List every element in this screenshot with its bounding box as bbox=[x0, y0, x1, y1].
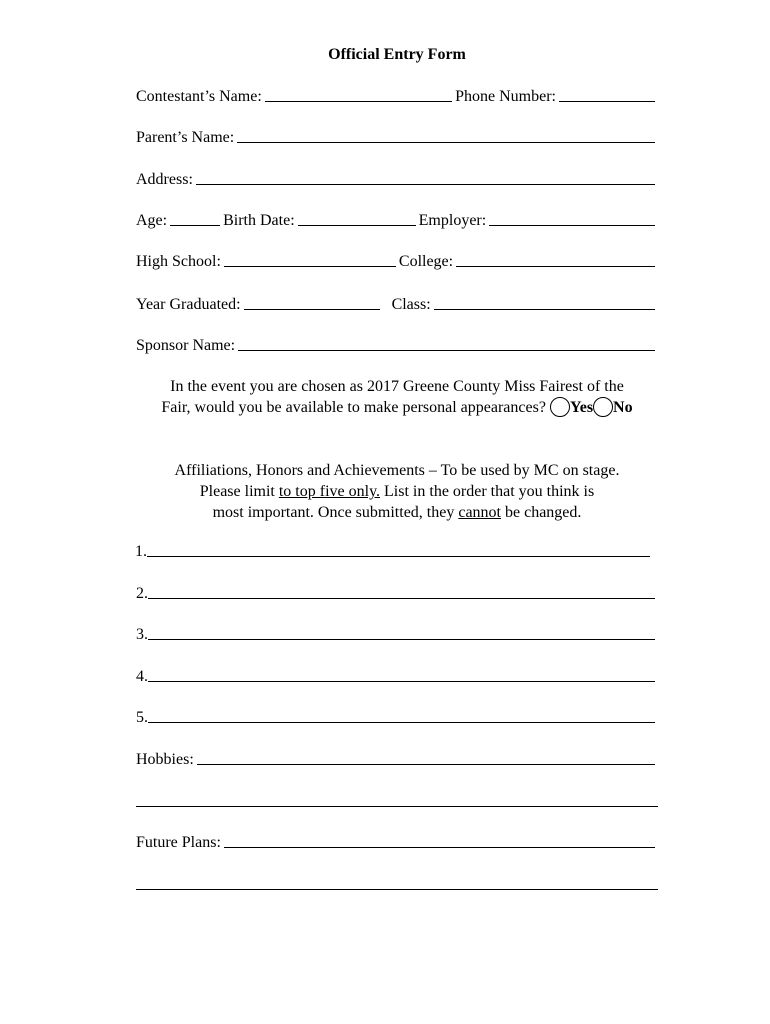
birth-date-label: Birth Date: bbox=[223, 212, 295, 229]
affiliations-line-1: Affiliations, Honors and Achievements – To be used by MC on stage. bbox=[174, 462, 620, 479]
achievement-field-5[interactable] bbox=[148, 721, 655, 723]
appearance-question bbox=[100, 376, 694, 418]
yes-option[interactable] bbox=[550, 399, 593, 416]
year-graduated-field[interactable] bbox=[244, 308, 380, 310]
hobbies-field[interactable] bbox=[197, 763, 655, 765]
question-line-2: Fair, would you be available to make personal appearances? bbox=[161, 399, 546, 416]
future-plans-field[interactable] bbox=[224, 846, 655, 848]
age-field[interactable] bbox=[170, 224, 220, 226]
contestant-phone-row bbox=[136, 86, 658, 106]
question-line-1: In the event you are chosen as 2017 Greene County Miss Fairest of the bbox=[170, 378, 624, 395]
yes-label: Yes bbox=[569, 399, 594, 416]
age-label: Age: bbox=[136, 212, 168, 229]
college-label: College: bbox=[398, 253, 454, 270]
hobbies-field-continued[interactable] bbox=[136, 805, 658, 807]
achievement-row-1 bbox=[135, 541, 653, 561]
no-option[interactable] bbox=[593, 399, 633, 416]
list-number-5: 5. bbox=[136, 709, 148, 726]
no-label: No bbox=[613, 399, 633, 416]
achievement-row-5 bbox=[136, 707, 658, 727]
parent-name-label: Parent’s Name: bbox=[136, 129, 235, 146]
affiliations-line-3-end: be changed. bbox=[501, 504, 582, 521]
address-label: Address: bbox=[136, 171, 193, 188]
year-graduated-label: Year Graduated: bbox=[136, 296, 241, 313]
employer-field[interactable] bbox=[489, 224, 655, 226]
affiliations-line-2-end: List in the order that you think is bbox=[380, 483, 595, 500]
form-title: Official Entry Form bbox=[328, 46, 466, 63]
list-number-1: 1. bbox=[135, 543, 147, 560]
phone-number-field[interactable] bbox=[559, 100, 655, 102]
high-school-label: High School: bbox=[136, 253, 221, 270]
sponsor-row bbox=[136, 335, 658, 355]
affiliations-line-3 bbox=[100, 502, 694, 523]
parent-row bbox=[136, 127, 658, 147]
achievement-field-3[interactable] bbox=[148, 638, 655, 640]
future-plans-field-continued[interactable] bbox=[136, 888, 658, 890]
affiliations-line-2-start: Please limit bbox=[199, 483, 279, 500]
employer-label: Employer: bbox=[418, 212, 487, 229]
question-line-2-row bbox=[100, 397, 694, 418]
hobbies-row bbox=[136, 749, 658, 769]
future-plans-row bbox=[136, 832, 658, 852]
parent-name-field[interactable] bbox=[237, 141, 655, 143]
contestant-name-field[interactable] bbox=[265, 100, 452, 102]
class-label: Class: bbox=[391, 296, 431, 313]
achievement-row-3 bbox=[136, 624, 658, 644]
achievement-row-4 bbox=[136, 666, 658, 686]
graduation-row bbox=[136, 294, 658, 314]
address-row bbox=[136, 169, 658, 189]
high-school-field[interactable] bbox=[224, 265, 396, 267]
no-radio[interactable] bbox=[593, 397, 613, 417]
class-field[interactable] bbox=[434, 308, 655, 310]
school-row bbox=[136, 251, 658, 271]
yes-radio[interactable] bbox=[550, 397, 570, 417]
age-birth-employer-row bbox=[136, 210, 658, 230]
hobbies-label: Hobbies: bbox=[136, 751, 194, 768]
achievement-field-2[interactable] bbox=[148, 597, 655, 599]
list-number-2: 2. bbox=[136, 585, 148, 602]
contestant-name-label: Contestant’s Name: bbox=[136, 88, 262, 105]
college-field[interactable] bbox=[456, 265, 655, 267]
sponsor-name-field[interactable] bbox=[238, 349, 655, 351]
list-number-4: 4. bbox=[136, 668, 148, 685]
future-plans-continuation-row bbox=[136, 874, 658, 894]
list-number-3: 3. bbox=[136, 626, 148, 643]
birth-date-field[interactable] bbox=[298, 224, 416, 226]
future-plans-label: Future Plans: bbox=[136, 834, 221, 851]
achievement-row-2 bbox=[136, 583, 658, 603]
achievement-field-1[interactable] bbox=[147, 555, 650, 557]
top-five-emphasis: to top five only. bbox=[278, 483, 381, 500]
affiliations-instructions bbox=[100, 460, 694, 523]
affiliations-line-2 bbox=[100, 481, 694, 502]
address-field[interactable] bbox=[196, 183, 655, 185]
affiliations-line-3-start: most important. Once submitted, they bbox=[212, 504, 459, 521]
phone-number-label: Phone Number: bbox=[455, 88, 556, 105]
achievement-field-4[interactable] bbox=[148, 680, 655, 682]
hobbies-continuation-row bbox=[136, 791, 658, 811]
cannot-emphasis: cannot bbox=[458, 504, 501, 521]
sponsor-name-label: Sponsor Name: bbox=[136, 337, 236, 354]
